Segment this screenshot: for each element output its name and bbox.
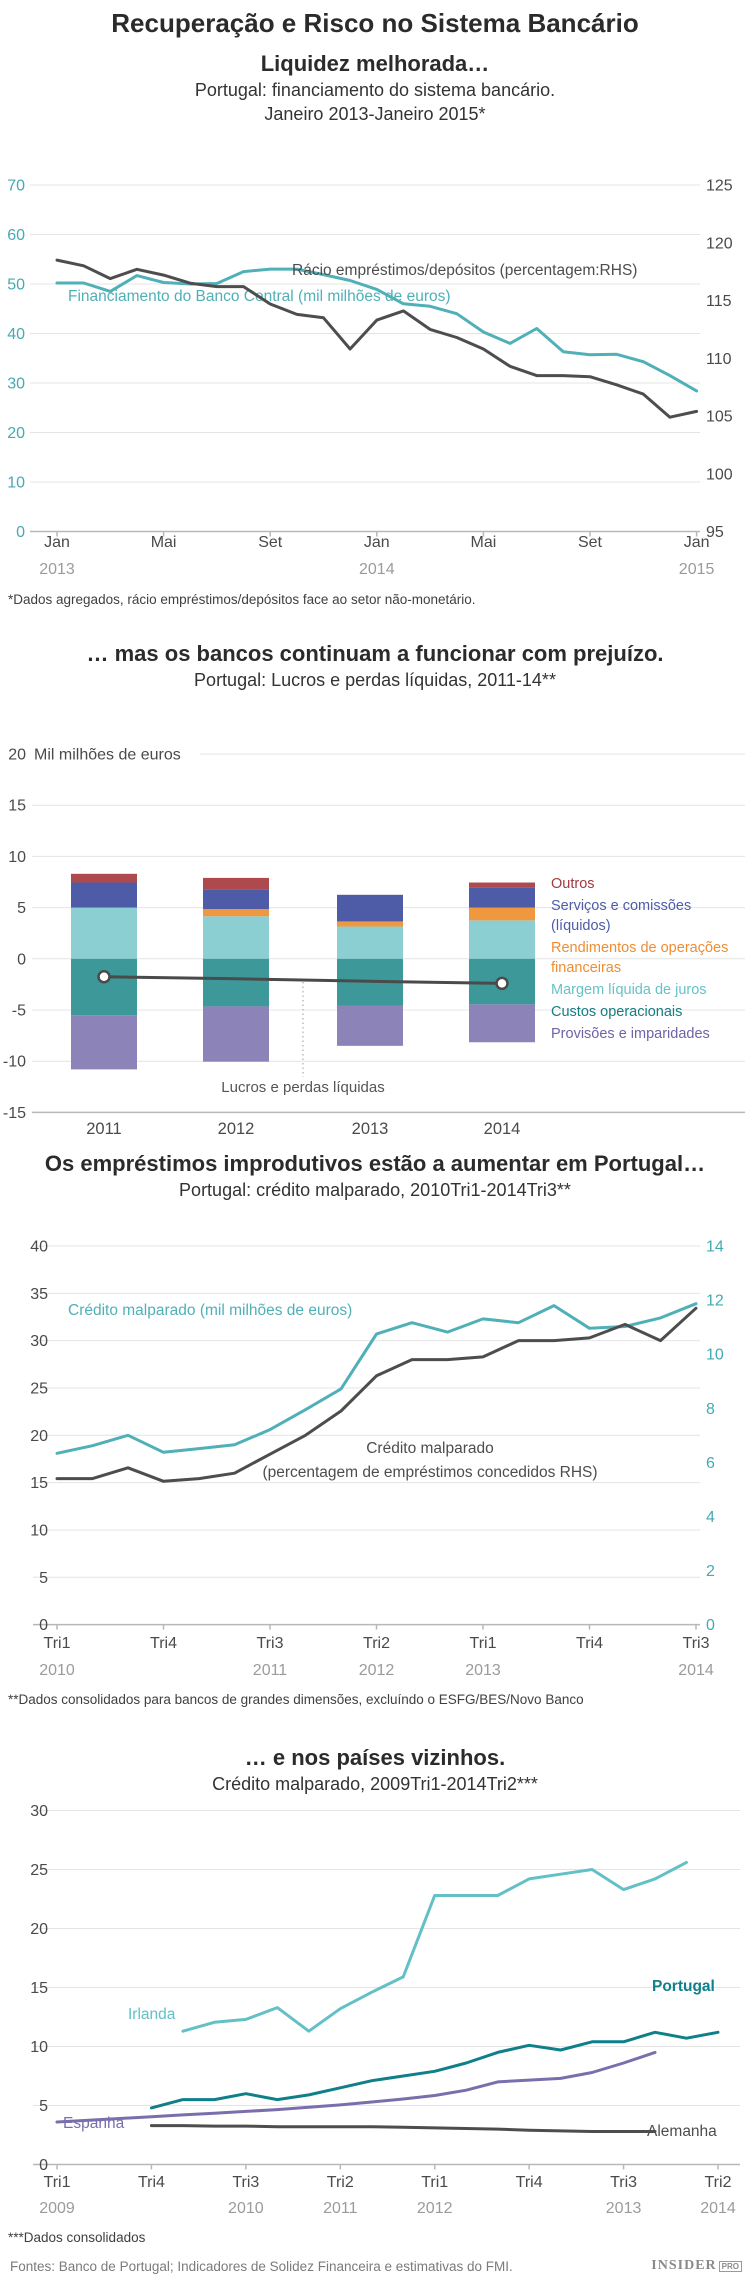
page-title: Recuperação e Risco no Sistema Bancário: [111, 8, 639, 38]
svg-text:0: 0: [39, 1617, 48, 1635]
svg-text:Tri1: Tri1: [43, 1635, 71, 1652]
chart-liquidity-svg: [0, 175, 750, 590]
svg-text:5: 5: [17, 900, 26, 918]
legend-item: Custos operacionais: [551, 1004, 683, 1020]
svg-text:4: 4: [706, 1508, 715, 1526]
svg-text:-15: -15: [2, 1104, 26, 1122]
svg-text:15: 15: [30, 1980, 48, 1997]
svg-text:Mai: Mai: [150, 534, 177, 551]
svg-text:Tri2: Tri2: [704, 2174, 732, 2191]
svg-text:Alemanha: Alemanha: [647, 2123, 717, 2140]
svg-text:20: 20: [8, 746, 26, 764]
svg-text:115: 115: [706, 293, 732, 310]
svg-text:-5: -5: [11, 1002, 26, 1020]
chart2-header: [0, 640, 750, 692]
bar-segment: [71, 883, 137, 908]
svg-text:2013: 2013: [465, 1662, 501, 1679]
svg-text:20: 20: [30, 1921, 48, 1938]
svg-text:2009: 2009: [39, 2200, 75, 2217]
svg-text:Tri3: Tri3: [682, 1635, 710, 1652]
svg-text:95: 95: [706, 524, 724, 541]
chart1-subtitle: Portugal: financiamento do sistema bancário.: [194, 80, 556, 100]
bar-segment: [203, 889, 269, 909]
svg-text:30: 30: [30, 1803, 48, 1820]
svg-text:6: 6: [706, 1454, 715, 1472]
bar-segment: [203, 1006, 269, 1061]
net-income-marker: [497, 978, 508, 989]
bar-segment: [469, 908, 535, 921]
legend-item: Outros: [551, 876, 595, 892]
svg-text:60: 60: [7, 227, 25, 244]
svg-text:Rácio empréstimos/depósitos (p: Rácio empréstimos/depósitos (percentagem:RHS): [292, 262, 638, 279]
source-text: Fontes: Banco de Portugal; Indicadores de Solidez Financeira e estimativas do FMI.: [10, 2258, 513, 2274]
stacked-bars: [71, 874, 535, 1070]
svg-text:Tri4: Tri4: [515, 2174, 543, 2191]
svg-text:120: 120: [706, 235, 733, 253]
logo-text: INSIDER: [651, 2258, 717, 2273]
net-income-marker: [99, 971, 110, 982]
svg-text:2011: 2011: [86, 1120, 122, 1138]
svg-text:30: 30: [7, 375, 25, 393]
svg-text:2010: 2010: [228, 2200, 264, 2217]
svg-text:125: 125: [706, 177, 733, 195]
bar-segment: [337, 1006, 403, 1046]
bar-segment: [469, 888, 535, 908]
svg-text:Tri3: Tri3: [256, 1635, 284, 1652]
series-line-0: [183, 1862, 687, 2031]
svg-text:35: 35: [30, 1285, 48, 1303]
svg-text:8: 8: [706, 1400, 715, 1418]
svg-text:Set: Set: [258, 534, 283, 551]
chart2-title: … mas os bancos continuam a funcionar com prejuízo.: [86, 641, 664, 666]
svg-text:Jan: Jan: [44, 534, 70, 551]
series-line-2: [57, 2052, 655, 2122]
chart4-footnote: ***Dados consolidados: [8, 2230, 146, 2245]
chart3-title: Os empréstimos improdutivos estão a aumentar em Portugal…: [44, 1151, 706, 1176]
chart1-period: Janeiro 2013-Janeiro 2015*: [264, 104, 486, 124]
svg-text:Mil milhões de euros: Mil milhões de euros: [34, 746, 181, 764]
logo-badge: PRO: [719, 2261, 742, 2272]
bar-segment: [71, 1015, 137, 1069]
svg-text:2: 2: [706, 1563, 715, 1581]
svg-text:2013: 2013: [39, 561, 75, 578]
svg-text:25: 25: [30, 1380, 48, 1398]
bar-segment: [71, 959, 137, 1015]
svg-text:2014: 2014: [359, 561, 395, 578]
svg-text:Espanha: Espanha: [63, 2115, 125, 2132]
svg-text:0: 0: [17, 951, 26, 969]
svg-text:20: 20: [30, 1427, 48, 1445]
svg-text:Tri1: Tri1: [469, 1635, 497, 1652]
gridlines: [30, 185, 700, 532]
legend-item: Rendimentos de operações financeiras: [551, 940, 729, 976]
svg-text:Jan: Jan: [683, 534, 710, 551]
svg-text:2012: 2012: [416, 2200, 453, 2217]
bar-segment: [203, 909, 269, 916]
svg-text:Set: Set: [577, 534, 603, 551]
svg-text:0: 0: [16, 524, 25, 541]
chart4-subtitle: Crédito malparado, 2009Tri1-2014Tri2***: [212, 1774, 538, 1794]
svg-text:0: 0: [706, 1617, 715, 1635]
svg-text:Tri3: Tri3: [232, 2174, 260, 2191]
legend-item: Margem líquida de juros: [551, 982, 707, 998]
svg-text:2011: 2011: [323, 2200, 358, 2217]
legend-item: Provisões e imparidades: [551, 1026, 710, 1042]
chart4-title: … e nos países vizinhos.: [244, 1745, 506, 1770]
series-line-0: [57, 1304, 696, 1454]
svg-text:Crédito malparado (mil milhões: Crédito malparado (mil milhões de euros): [68, 1302, 353, 1319]
svg-text:2011: 2011: [252, 1662, 288, 1679]
svg-text:15: 15: [8, 797, 26, 815]
chart2-legend: [551, 874, 750, 1046]
svg-text:Mai: Mai: [470, 534, 497, 551]
svg-text:2014: 2014: [700, 2200, 736, 2217]
svg-text:10: 10: [706, 1346, 724, 1364]
svg-text:50: 50: [7, 276, 25, 294]
bar-segment: [337, 927, 403, 959]
bar-segment: [469, 1004, 535, 1042]
svg-text:110: 110: [706, 350, 732, 368]
bar-segment: [337, 895, 403, 922]
svg-text:10: 10: [7, 474, 25, 492]
svg-text:2010: 2010: [39, 1662, 75, 1679]
bar-segment: [203, 959, 269, 1007]
chart3-header: [0, 1150, 750, 1202]
svg-text:Portugal: Portugal: [652, 1978, 715, 1995]
svg-text:10: 10: [30, 1522, 48, 1540]
svg-text:5: 5: [39, 2098, 48, 2115]
svg-text:10: 10: [8, 848, 26, 866]
svg-text:0: 0: [39, 2157, 48, 2174]
chart-npl-countries-svg: [0, 1740, 750, 2245]
svg-text:40: 40: [30, 1238, 48, 1256]
chart1-footnote: *Dados agregados, rácio empréstimos/depósitos face ao setor não-monetário.: [8, 592, 476, 607]
svg-text:2013: 2013: [605, 2200, 642, 2217]
bar-segment: [469, 920, 535, 958]
svg-text:2012: 2012: [358, 1662, 395, 1679]
svg-text:Tri2: Tri2: [363, 1635, 390, 1652]
svg-text:2012: 2012: [217, 1120, 255, 1138]
bar-segment: [71, 908, 137, 959]
svg-text:(percentagem de empréstimos co: (percentagem de empréstimos concedidos RHS): [262, 1464, 598, 1481]
bar-segment: [337, 921, 403, 926]
bar-segment: [469, 883, 535, 888]
chart-npl-portugal-svg: [0, 1230, 750, 1690]
svg-text:Crédito malparado: Crédito malparado: [366, 1440, 494, 1457]
svg-text:Tri4: Tri4: [137, 2174, 165, 2191]
series-line-3: [151, 2126, 655, 2132]
svg-text:10: 10: [30, 2039, 48, 2056]
svg-text:25: 25: [30, 1862, 48, 1879]
svg-text:2013: 2013: [351, 1120, 389, 1138]
svg-text:105: 105: [706, 408, 733, 426]
svg-text:Tri2: Tri2: [326, 2174, 354, 2191]
footer: [10, 2258, 742, 2274]
svg-text:14: 14: [706, 1238, 724, 1256]
svg-text:Tri4: Tri4: [576, 1635, 603, 1652]
svg-text:5: 5: [39, 1569, 48, 1587]
svg-text:Tri1: Tri1: [421, 2174, 449, 2191]
svg-text:Tri3: Tri3: [610, 2174, 638, 2191]
insider-pro-logo: [651, 2258, 742, 2274]
chart3-footnote: **Dados consolidados para bancos de grandes dimensões, excluíndo o ESFG/BES/Novo Banco: [8, 1692, 584, 1707]
svg-text:12: 12: [706, 1292, 724, 1310]
bar-segment: [203, 916, 269, 958]
svg-text:Financiamento do Banco Central: Financiamento do Banco Central (mil milhões de euros): [68, 288, 451, 305]
chart1-title: Liquidez melhorada…: [260, 51, 490, 76]
gridlines: [33, 1811, 740, 2165]
svg-text:30: 30: [30, 1333, 48, 1351]
svg-text:100: 100: [706, 466, 733, 484]
svg-text:70: 70: [7, 177, 25, 195]
svg-text:Lucros e perdas líquidas: Lucros e perdas líquidas: [221, 1079, 385, 1096]
bar-segment: [71, 874, 137, 883]
svg-text:Jan: Jan: [363, 534, 390, 551]
svg-text:40: 40: [7, 326, 25, 343]
svg-text:-10: -10: [2, 1053, 26, 1071]
legend-item: Serviços e comissões (líquidos): [551, 898, 692, 934]
svg-text:Tri4: Tri4: [150, 1635, 177, 1652]
svg-text:Irlanda: Irlanda: [128, 2006, 176, 2023]
svg-text:2015: 2015: [678, 561, 715, 578]
bar-segment: [203, 878, 269, 889]
svg-text:2014: 2014: [483, 1120, 521, 1138]
chart2-subtitle: Portugal: Lucros e perdas líquidas, 2011-14**: [194, 670, 556, 690]
svg-text:20: 20: [7, 425, 25, 442]
svg-text:15: 15: [30, 1475, 48, 1493]
svg-text:2014: 2014: [678, 1662, 714, 1679]
chart3-subtitle: Portugal: crédito malparado, 2010Tri1-2014Tri3**: [179, 1180, 571, 1200]
chart1-header: [0, 50, 750, 126]
svg-text:Tri1: Tri1: [43, 2174, 71, 2191]
